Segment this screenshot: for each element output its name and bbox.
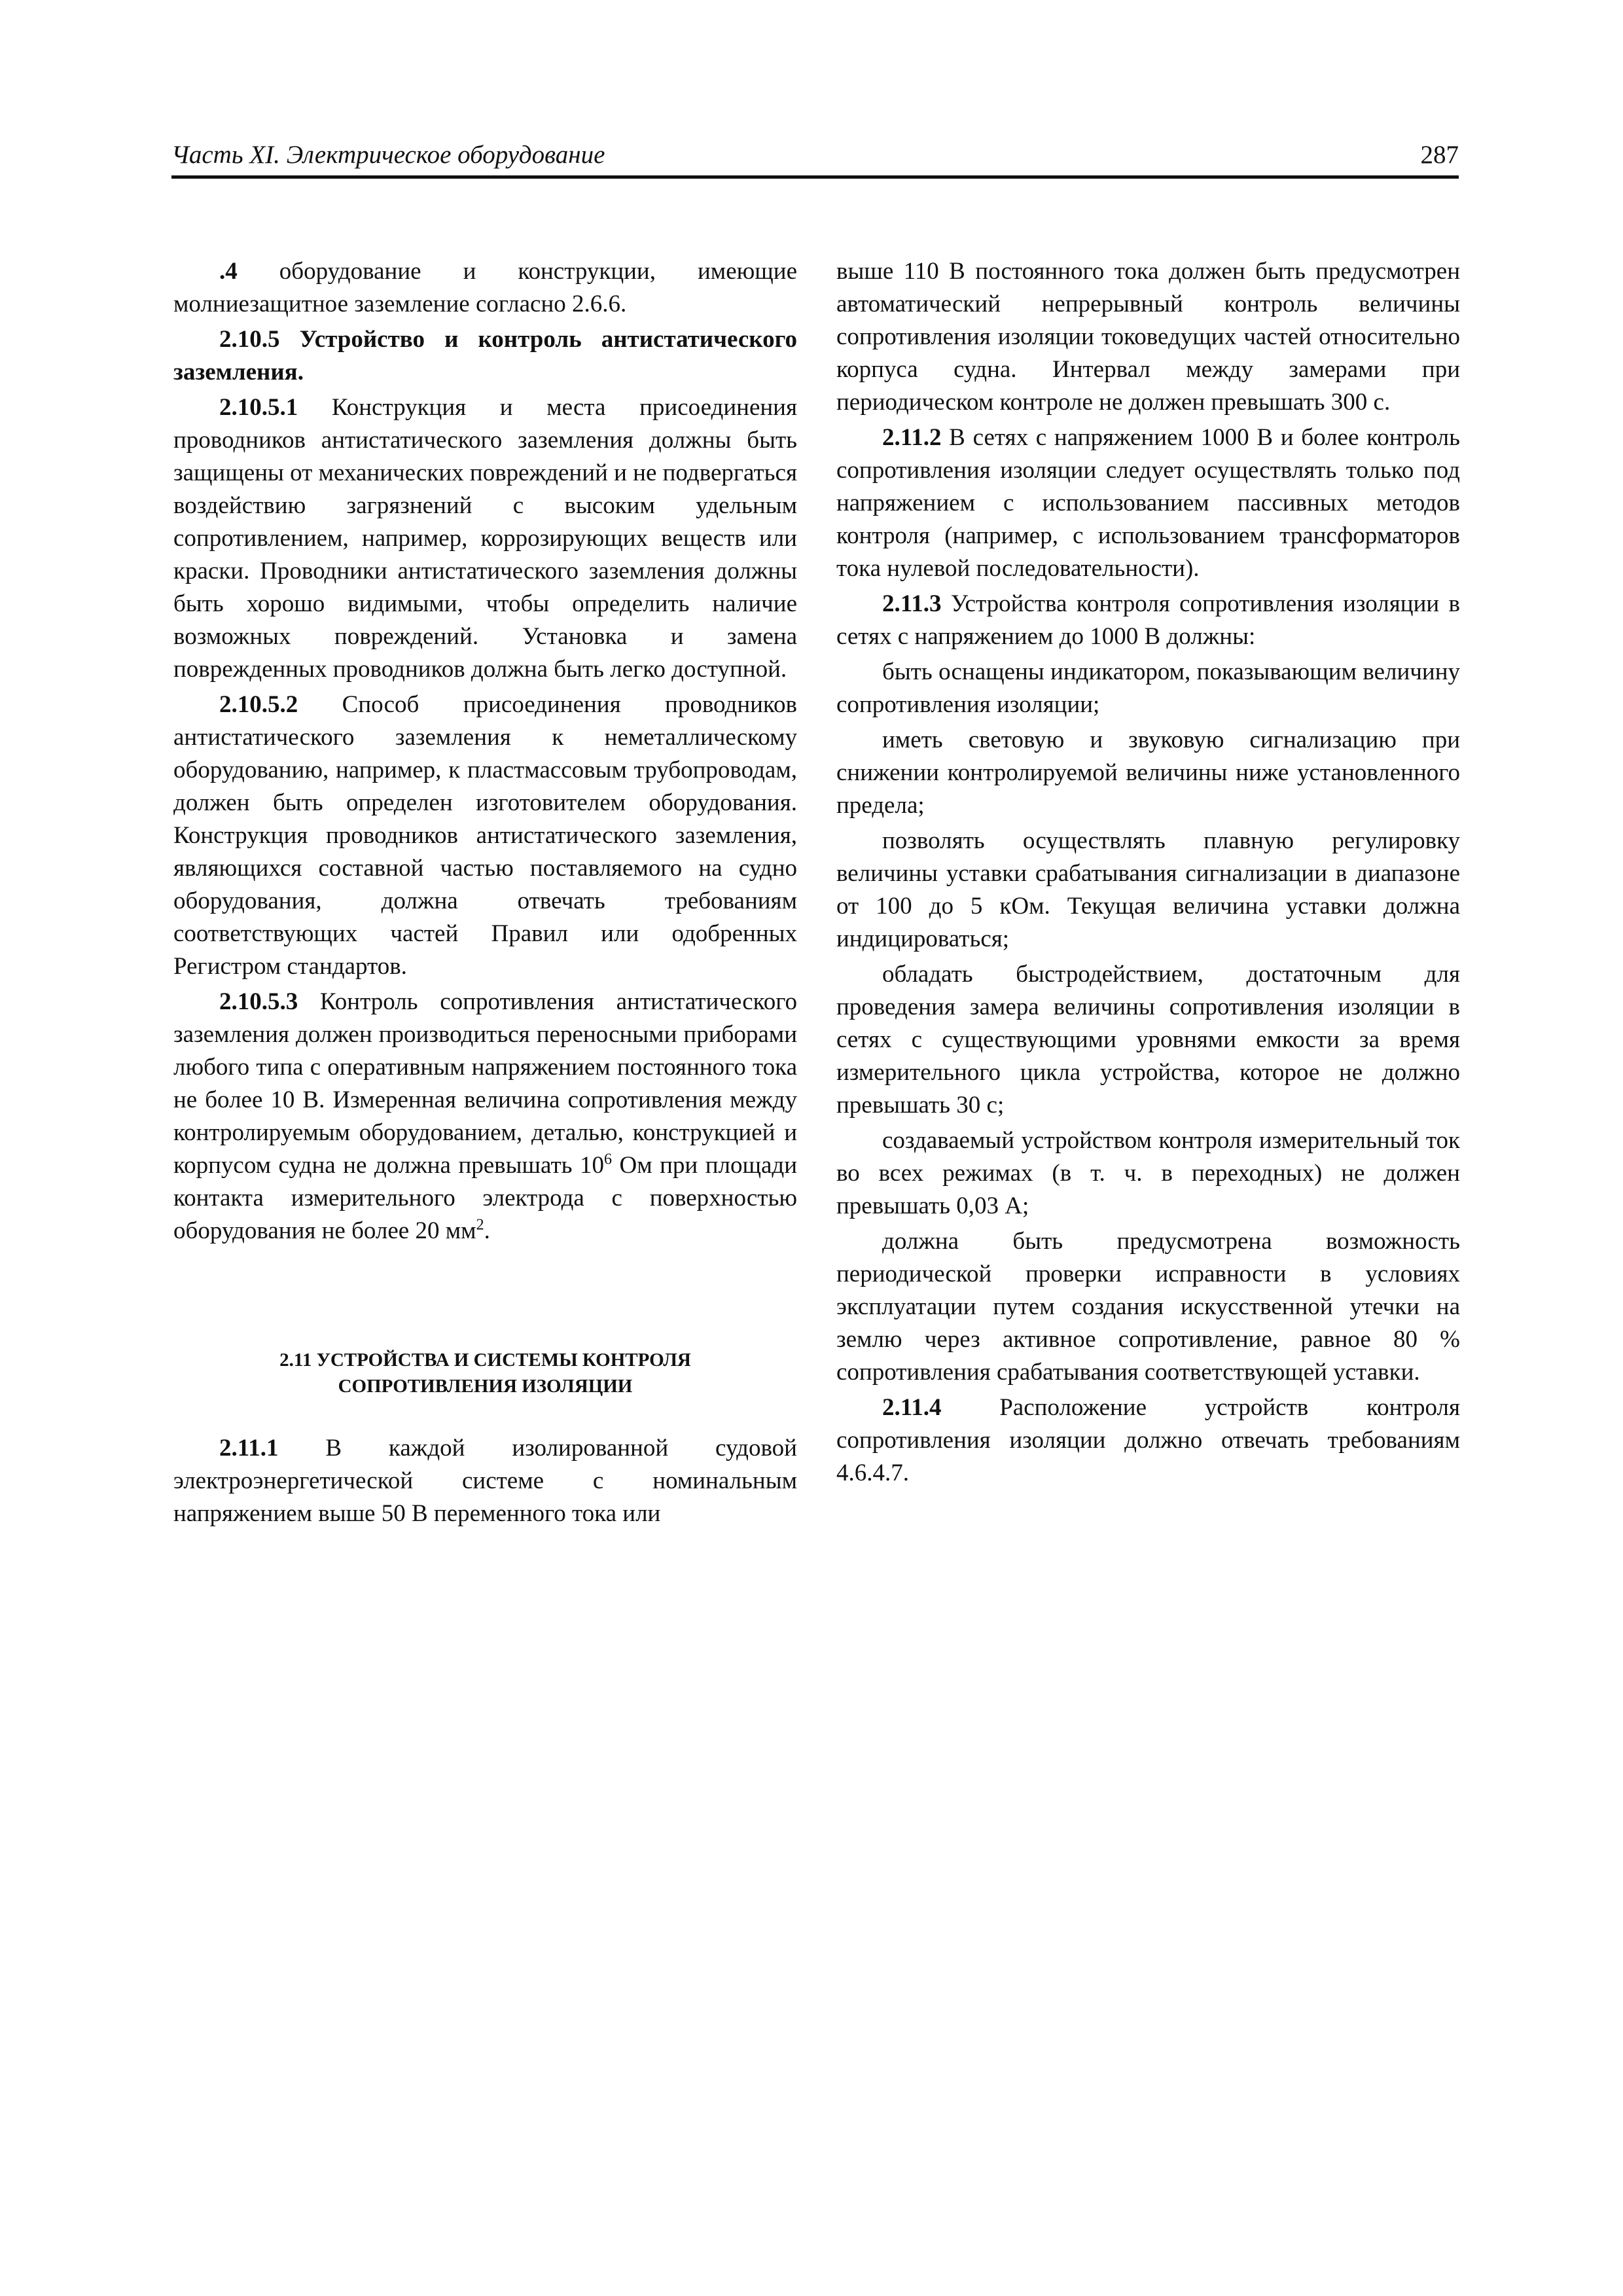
paragraph-text: Расположение устройств контроля сопротивления изоляции должно отвечать требованиям 4.6.4.7. (836, 1394, 1460, 1486)
paragraph-text: Устройства контроля сопротивления изоляции в сетях с напряжением до 1000 В должны: (836, 590, 1460, 650)
clause-number: 2.11.2 (882, 424, 942, 451)
list-item (836, 724, 1460, 822)
paragraph-text: оборудование и конструкции, имеющие молниезащитное заземление согласно 2.6.6. (173, 258, 797, 317)
paragraph (836, 1391, 1460, 1490)
list-item (836, 958, 1460, 1122)
clause-number: 2.11.4 (882, 1394, 942, 1421)
section-title (173, 1347, 797, 1399)
list-item (836, 1225, 1460, 1389)
paragraph-text: В каждой изолированной судовой электроэнергетической системе с номинальным напряжением выше 50 В переменного тока или (173, 1435, 797, 1527)
paragraph (836, 422, 1460, 585)
paragraph-text: иметь световую и звуковую сигнализацию при снижении контролируемой величины ниже установленного предела; (836, 726, 1460, 819)
header-rule (171, 175, 1459, 179)
paragraph-text: Конструкция и места присоединения проводников антистатического заземления должны быть защищены от механических повреждений и не подвергаться воздействию загрязнений с высоким удельным сопротивлением, например, коррозирующих веществ или краски. Проводники антистатического заземления должны быть хорошо видимыми, чтобы определить наличие возможных повреждений. Установка и замена поврежденных проводников должна быть легко доступной. (173, 394, 797, 683)
list-item (836, 656, 1460, 721)
header-title: Часть XI. Электрическое оборудование (171, 141, 605, 169)
paragraph-text: позволять осуществлять плавную регулировку величины уставки срабатывания сигнализации в диапазоне от 100 до 5 кОм. Текущая величина уставки должна индицироваться; (836, 827, 1460, 952)
paragraph-text: создаваемый устройством контроля измерительный ток во всех режимах (в т. ч. в переходных) не должен превышать 0,03 А; (836, 1127, 1460, 1219)
paragraph-text: Ом при площади контакта измерительного электрода с поверхностью оборудования не более 20 мм (173, 1152, 798, 1244)
paragraph-text: должна быть предусмотрена возможность периодической проверки исправности в условиях эксплуатации путем создания искусственной утечки на землю через активное сопротивление, равное 80 % сопротивления срабатывания соответствующей уставки. (836, 1228, 1460, 1386)
paragraph (173, 689, 797, 983)
clause-number: 2.11.3 (882, 590, 942, 617)
subsection-heading-text: 2.10.5 Устройство и контроль антистатического заземления. (173, 326, 797, 386)
right-column (836, 255, 1460, 1492)
clause-number: 2.11.1 (219, 1435, 279, 1462)
clause-number: 2.10.5.3 (219, 988, 298, 1015)
paragraph-text: Контроль сопротивления антистатического заземления должен производиться переносными приборами любого типа с оперативным напряжением постоянного тока не более 10 В. Измеренная величина сопротивления между контролируемым оборудованием, деталью, конструкцией и корпусом судна не должна превышать 10 (173, 988, 797, 1179)
section-title-line: 2.11 УСТРОЙСТВА И СИСТЕМЫ КОНТРОЛЯ (279, 1350, 691, 1371)
list-item (836, 1124, 1460, 1223)
superscript: 6 (604, 1151, 612, 1168)
subsection-heading (173, 323, 797, 389)
page-number: 287 (1420, 141, 1459, 169)
paragraph-text: Способ присоединения проводников антистатического заземления к неметаллическому оборудованию, например, к пластмассовым трубопроводам, должен быть определен изготовителем оборудования. Конструкция проводников антистатического заземления, являющихся составной частью поставляемого на судно оборудования, должна отвечать требованиям соответствующих частей Правил или одобренных Регистром стандартов. (173, 691, 797, 980)
paragraph (173, 1432, 797, 1530)
clause-number: 2.10.5.1 (219, 394, 298, 421)
paragraph (173, 986, 797, 1247)
paragraph-text: быть оснащены индикатором, показывающим величину сопротивления изоляции; (836, 658, 1460, 718)
paragraph (836, 255, 1460, 419)
clause-number: 2.10.5.2 (219, 691, 298, 718)
item-number: .4 (219, 258, 238, 285)
paragraph (173, 391, 797, 686)
left-column (173, 255, 797, 1533)
list-item (836, 825, 1460, 956)
paragraph-text: . (484, 1217, 490, 1244)
running-header (171, 139, 1459, 178)
section-title-line: СОПРОТИВЛЕНИЯ ИЗОЛЯЦИИ (338, 1376, 633, 1397)
paragraph (836, 588, 1460, 653)
paragraph-text: выше 110 В постоянного тока должен быть предусмотрен автоматический непрерывный контроль величины сопротивления изоляции токоведущих частей относительно корпуса судна. Интервал между замерами при периодическом контроле не должен превышать 300 с. (836, 258, 1460, 416)
paragraph (173, 255, 797, 321)
paragraph-text: обладать быстродействием, достаточным для проведения замера величины сопротивления изоляции в сетях с существующими уровнями емкости за время измерительного цикла устройства, которое не должно превышать 30 с; (836, 961, 1460, 1119)
superscript: 2 (476, 1216, 484, 1234)
paragraph-text: В сетях с напряжением 1000 В и более контроль сопротивления изоляции следует осуществлять только под напряжением с использованием пассивных методов контроля (например, с использованием трансформаторов тока нулевой последовательности). (836, 424, 1460, 582)
